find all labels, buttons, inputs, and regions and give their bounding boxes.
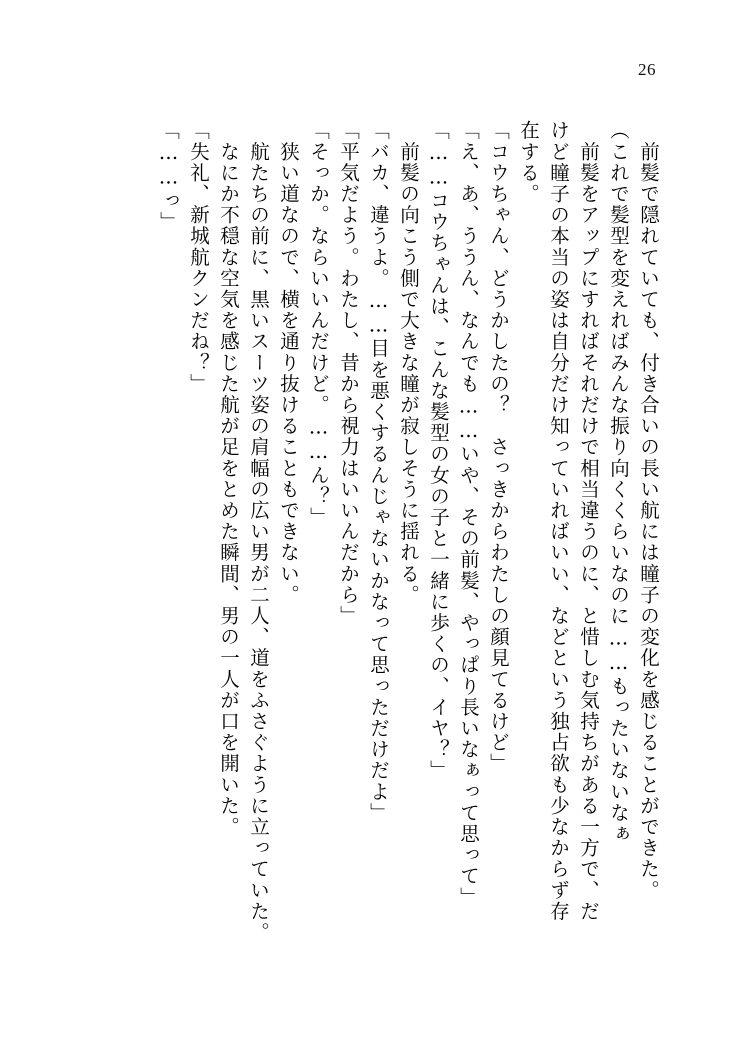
text-line: 狭い道なので、横を通り抜けることもできない。 xyxy=(277,120,300,606)
text-line: 前髪で隠れていても、付き合いの長い航には瞳子の変化を感じることができた。 xyxy=(637,120,660,901)
text-line: 「コウちゃん、どうかしたの？ さっきからわたしの顔見てるけど」 xyxy=(487,120,510,775)
page-number: 26 xyxy=(638,60,656,79)
text-line: 「平気だよう。わたし、昔から視力はいいんだから」 xyxy=(337,120,360,627)
text-line: 航たちの前に、黒いスーツ姿の肩幅の広い男が二人、道をふさぐように立っていた。 xyxy=(247,120,270,943)
text-line: （これで髪型を変えればみんな振り向くくらいなのに……もったいないなぁ xyxy=(607,120,630,845)
vertical-text-body xyxy=(78,120,658,955)
text-line: 前髪をアップにすればそれだけで相当違うのに、と惜しむ気持ちがある一方で、だ xyxy=(577,120,600,922)
text-line: 在する。 xyxy=(517,120,540,205)
text-line: 「……っ」 xyxy=(157,120,180,233)
text-line: 「え、あ、ううん、なんでも……いや、その前髪、やっぱり長いなぁって思って」 xyxy=(457,120,480,908)
text-line: 「バカ、違うよ。……目を悪くするんじゃないかなって思っただけだよ」 xyxy=(367,120,390,824)
text-line: 「そっか。ならいいんだけど。……ん？」 xyxy=(307,120,330,528)
text-line: 「……コウちゃんは、こんな髪型の女の子と一緒に歩くの、イヤ？」 xyxy=(427,120,450,782)
text-line: けど瞳子の本当の姿は自分だけ知っていればいい、などという独占欲も少なからず存 xyxy=(547,120,570,922)
text-line: 前髪の向こう側で大きな瞳が寂しそうに揺れる。 xyxy=(397,120,420,606)
text-line: なにか不穏な空気を感じた航が足をとめた瞬間、男の一人が口を開いた。 xyxy=(217,120,240,838)
text-line: 「失礼、新城航クンだね？」 xyxy=(187,120,210,395)
